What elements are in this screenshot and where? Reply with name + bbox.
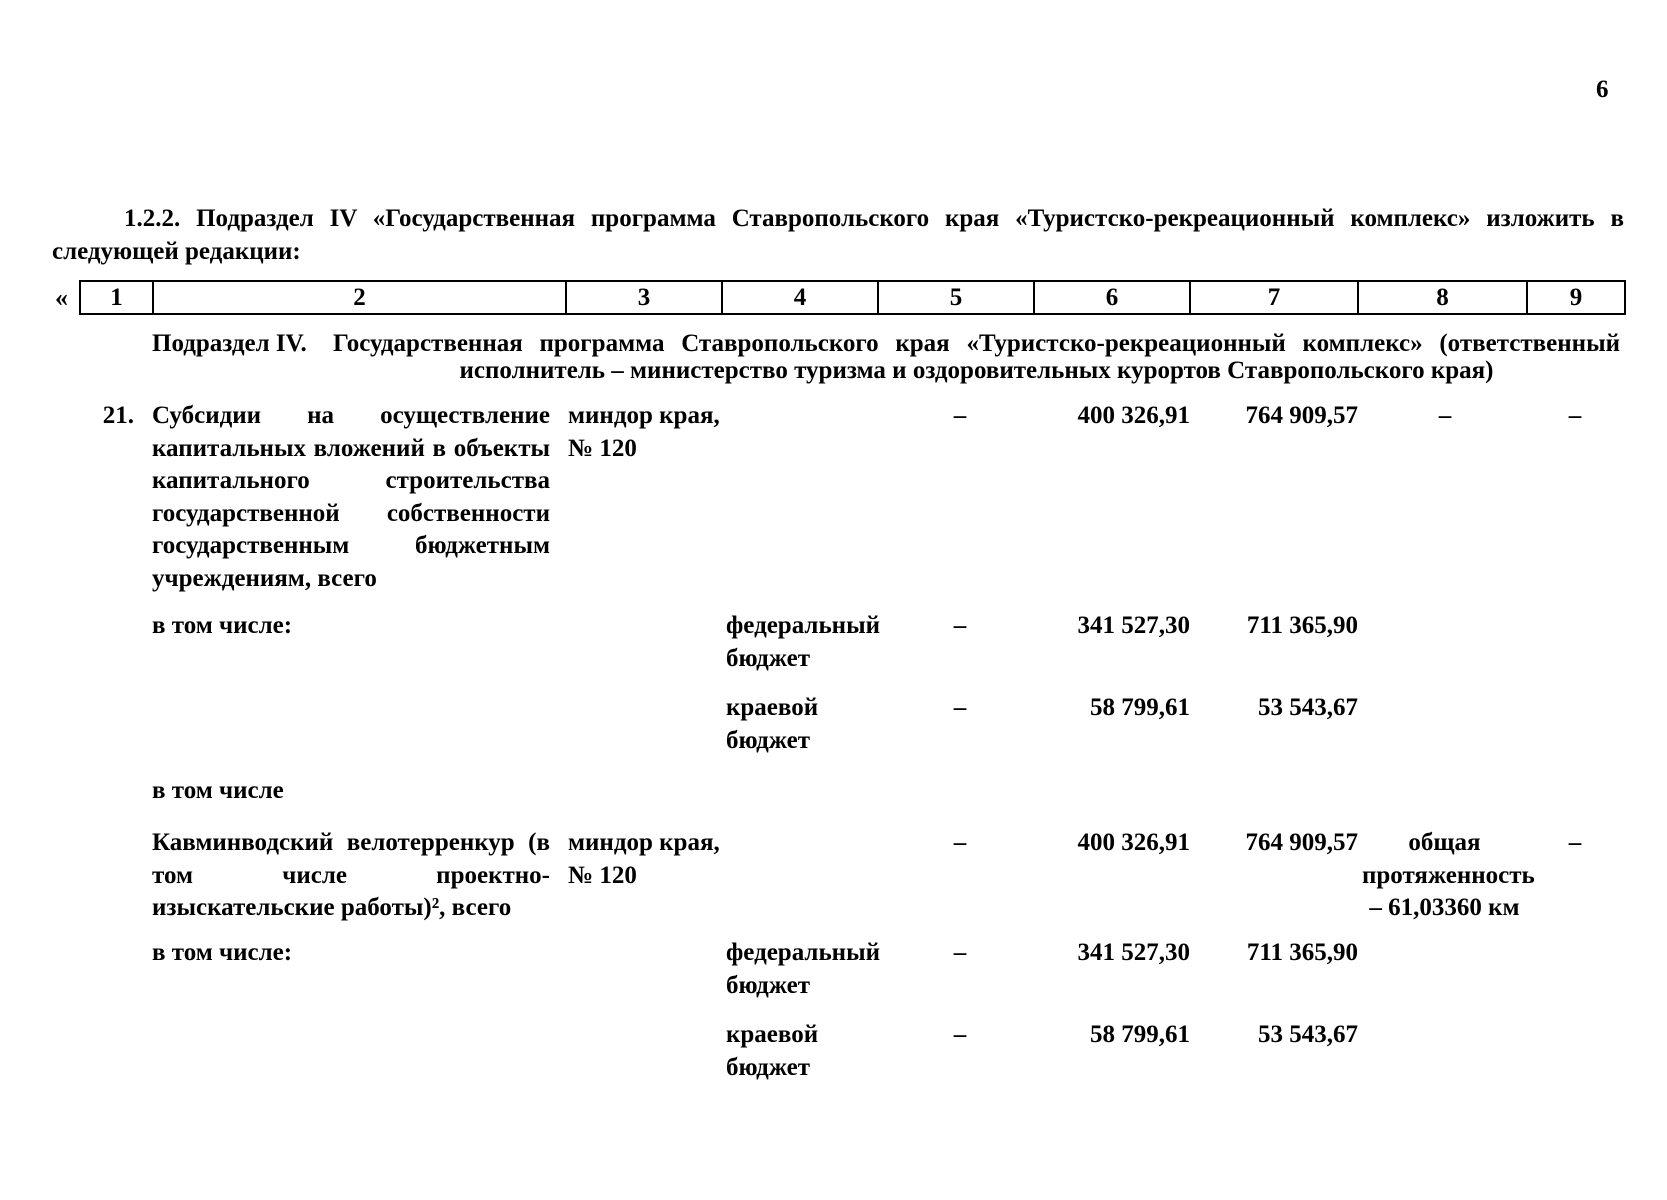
row-21-col7: 764 909,57 xyxy=(1245,402,1358,429)
kavminvody-col8: общая протяженность – 61,03360 км xyxy=(1362,829,1535,921)
row-21-executor: миндор края, № 120 xyxy=(568,402,720,462)
row-21-regional-source: краевой бюджет xyxy=(726,694,819,754)
header-col-9: 9 xyxy=(1527,281,1625,314)
row-21-federal-label: в том числе: xyxy=(152,612,293,639)
page-number: 6 xyxy=(1596,76,1609,103)
kavminvody-col9: – xyxy=(1568,829,1582,856)
row-21-regional-col6: 58 799,61 xyxy=(1090,694,1190,721)
header-col-1: 1 xyxy=(80,281,153,314)
row-21-federal-col6: 341 527,30 xyxy=(1077,612,1190,639)
kavminvody-regional-col5: – xyxy=(953,1021,967,1048)
row-number: 21. xyxy=(102,402,134,429)
row-21-col6: 400 326,91 xyxy=(1077,402,1190,429)
row-21-federal-source: федеральный бюджет xyxy=(726,612,881,672)
row-21-federal-col5: – xyxy=(953,612,967,639)
kavminvody-executor: миндор края, № 120 xyxy=(568,829,720,889)
kavminvody-federal-col6: 341 527,30 xyxy=(1077,939,1190,966)
kavminvody-col6: 400 326,91 xyxy=(1077,829,1190,856)
row-21-federal-col7: 711 365,90 xyxy=(1246,612,1358,639)
row-21-regional-col5: – xyxy=(953,694,967,721)
kavminvody-federal-col5: – xyxy=(953,939,967,966)
subsection-heading: Подраздел IV. xyxy=(152,330,307,357)
row-21-regional-col7: 53 543,67 xyxy=(1258,694,1358,721)
header-col-2: 2 xyxy=(153,281,566,314)
including-label: в том числе xyxy=(152,777,284,804)
kavminvody-col5: – xyxy=(953,829,967,856)
header-col-6: 6 xyxy=(1034,281,1190,314)
intro-paragraph: 1.2.2. Подраздел IV «Государственная программа Ставропольского края «Туристско-рекреационный комплекс» изложить в следующей редакции: xyxy=(52,205,1624,265)
header-col-7: 7 xyxy=(1190,281,1358,314)
kavminvody-federal-col7: 711 365,90 xyxy=(1246,939,1358,966)
row-21-col9: – xyxy=(1568,402,1582,429)
row-21-col5: – xyxy=(953,402,967,429)
opening-quote: « xyxy=(55,283,68,312)
subsection-title: Государственная программа Ставропольского края «Туристско-рекреационный комплекс» (ответственный исполнитель – министерство туризма и оздоровительных курортов Ставропольского края) xyxy=(333,330,1620,384)
header-row xyxy=(80,281,1625,314)
column-number-header xyxy=(79,280,1626,315)
header-col-3: 3 xyxy=(566,281,722,314)
row-21-col8: – xyxy=(1438,402,1452,429)
kavminvody-regional-col6: 58 799,61 xyxy=(1090,1021,1190,1048)
kavminvody-regional-source: краевой бюджет xyxy=(726,1021,819,1081)
kavminvody-federal-label: в том числе: xyxy=(152,939,293,966)
kavminvody-federal-source: федеральный бюджет xyxy=(726,939,881,999)
kavminvody-col7: 764 909,57 xyxy=(1245,829,1358,856)
row-21-name: Субсидии на осуществление капитальных вложений в объекты капитального строительства государственной собственности государственным бюджетным учреждениям, всего xyxy=(152,402,550,592)
header-col-4: 4 xyxy=(722,281,878,314)
kavminvody-regional-col7: 53 543,67 xyxy=(1258,1021,1358,1048)
header-col-5: 5 xyxy=(878,281,1034,314)
kavminvody-name: Кавминводский велотерренкур (в том числе проектно-изыскательские работы)², всего xyxy=(152,829,550,921)
header-col-8: 8 xyxy=(1358,281,1527,314)
